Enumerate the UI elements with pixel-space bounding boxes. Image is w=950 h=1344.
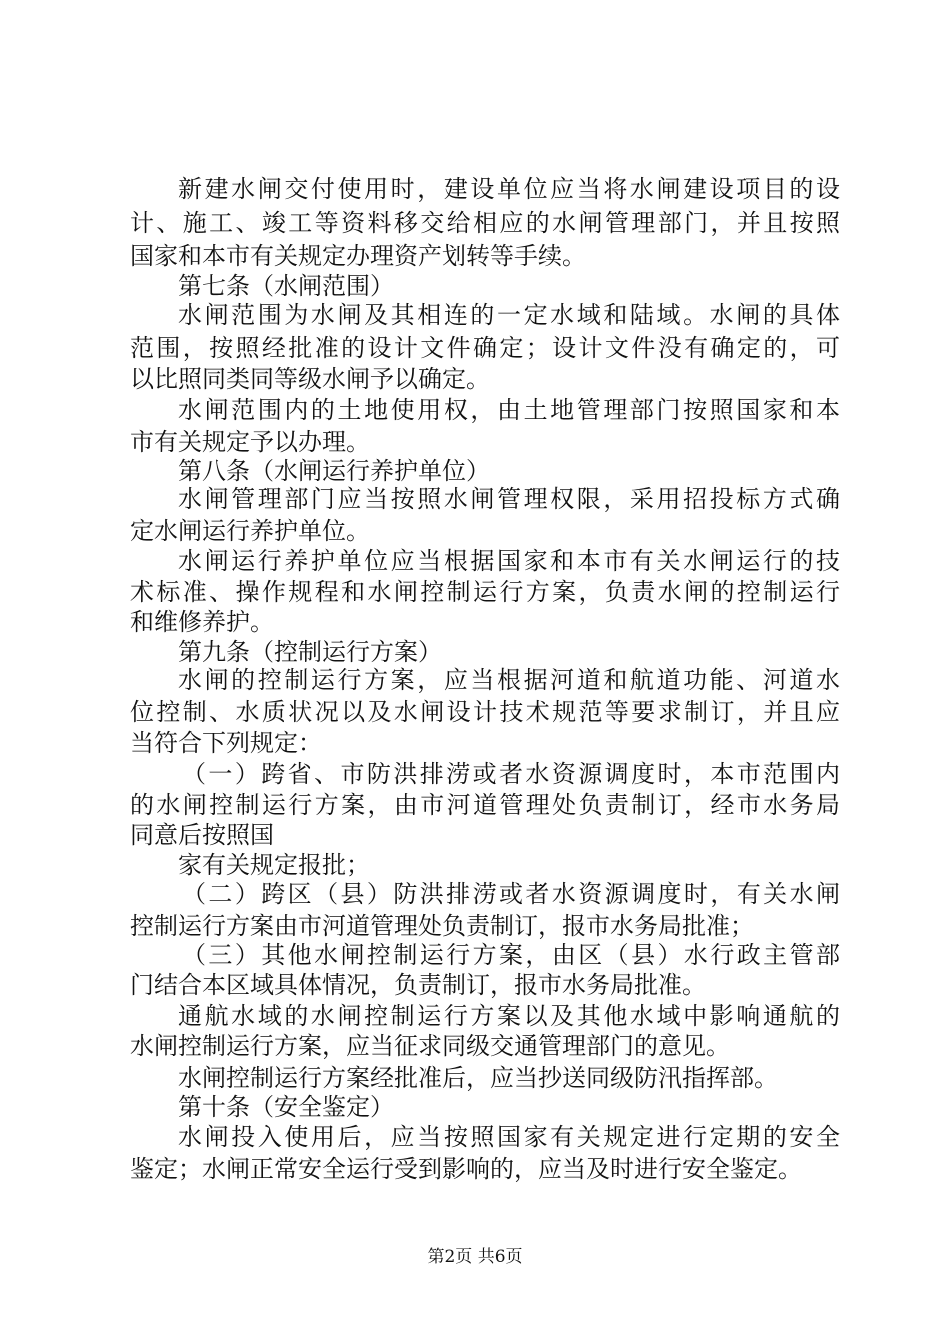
paragraph-line: 水闸投入使用后，应当按照国家有关规定进行定期的安全 — [178, 1123, 840, 1151]
list-item-line: （一）跨省、市防洪排涝或者水资源调度时，本市范围内 — [182, 760, 840, 788]
paragraph-line: 通航水域的水闸控制运行方案以及其他水域中影响通航的 — [178, 1002, 840, 1030]
paragraph-line: 位控制、水质状况以及水闸设计技术规范等要求制订，并且应 — [130, 698, 840, 726]
paragraph-line: 定水闸运行养护单位。 — [130, 517, 370, 545]
paragraph-line: 水闸控制运行方案经批准后，应当抄送同级防汛指挥部。 — [178, 1064, 778, 1092]
paragraph-line: 范围，按照经批准的设计文件确定；设计文件没有确定的，可 — [130, 334, 840, 362]
list-item-line: 门结合本区域具体情况，负责制订，报市水务局批准。 — [130, 971, 706, 999]
page-number-footer: 第2页 共6页 — [427, 1247, 523, 1267]
paragraph-line: 水闸范围内的土地使用权，由土地管理部门按照国家和本 — [178, 396, 840, 424]
paragraph-line: 水闸控制运行方案，应当征求同级交通管理部门的意见。 — [130, 1032, 730, 1060]
list-item-line: （三）其他水闸控制运行方案，由区（县）水行政主管部 — [182, 941, 840, 969]
paragraph-line: 鉴定；水闸正常安全运行受到影响的，应当及时进行安全鉴定。 — [130, 1155, 802, 1183]
paragraph-line: 水闸运行养护单位应当根据国家和本市有关水闸运行的技 — [178, 547, 840, 575]
list-item-line: 同意后按照国 — [130, 821, 274, 849]
paragraph-line: 新建水闸交付使用时，建设单位应当将水闸建设项目的设 — [178, 175, 840, 203]
paragraph-line: 水闸管理部门应当按照水闸管理权限，采用招投标方式确 — [178, 485, 840, 513]
section-heading: 第九条（控制运行方案） — [178, 638, 442, 666]
section-heading: 第八条（水闸运行养护单位） — [178, 457, 490, 485]
section-heading: 第十条（安全鉴定） — [178, 1093, 394, 1121]
list-item-line: 的水闸控制运行方案，由市河道管理处负责制订，经市水务局 — [130, 791, 840, 819]
paragraph-line: 术标准、操作规程和水闸控制运行方案，负责水闸的控制运行 — [130, 578, 840, 606]
section-heading: 第七条（水闸范围） — [178, 272, 394, 300]
paragraph-line: 计、施工、竣工等资料移交给相应的水闸管理部门，并且按照 — [130, 209, 840, 237]
paragraph-line: 水闸范围为水闸及其相连的一定水域和陆域。水闸的具体 — [178, 301, 840, 329]
paragraph-line: 以比照同类同等级水闸予以确定。 — [130, 365, 490, 393]
paragraph-line: 和维修养护。 — [130, 608, 274, 636]
list-item-line: 控制运行方案由市河道管理处负责制订，报市水务局批准； — [130, 912, 754, 940]
paragraph-line: 国家和本市有关规定办理资产划转等手续。 — [130, 242, 586, 270]
paragraph-line: 市有关规定予以办理。 — [130, 428, 370, 456]
list-item-line: （二）跨区（县）防洪排涝或者水资源调度时，有关水闸 — [182, 880, 840, 908]
paragraph-line: 当符合下列规定： — [130, 729, 322, 757]
list-item-line: 家有关规定报批； — [178, 851, 370, 879]
paragraph-line: 水闸的控制运行方案，应当根据河道和航道功能、河道水 — [178, 666, 840, 694]
